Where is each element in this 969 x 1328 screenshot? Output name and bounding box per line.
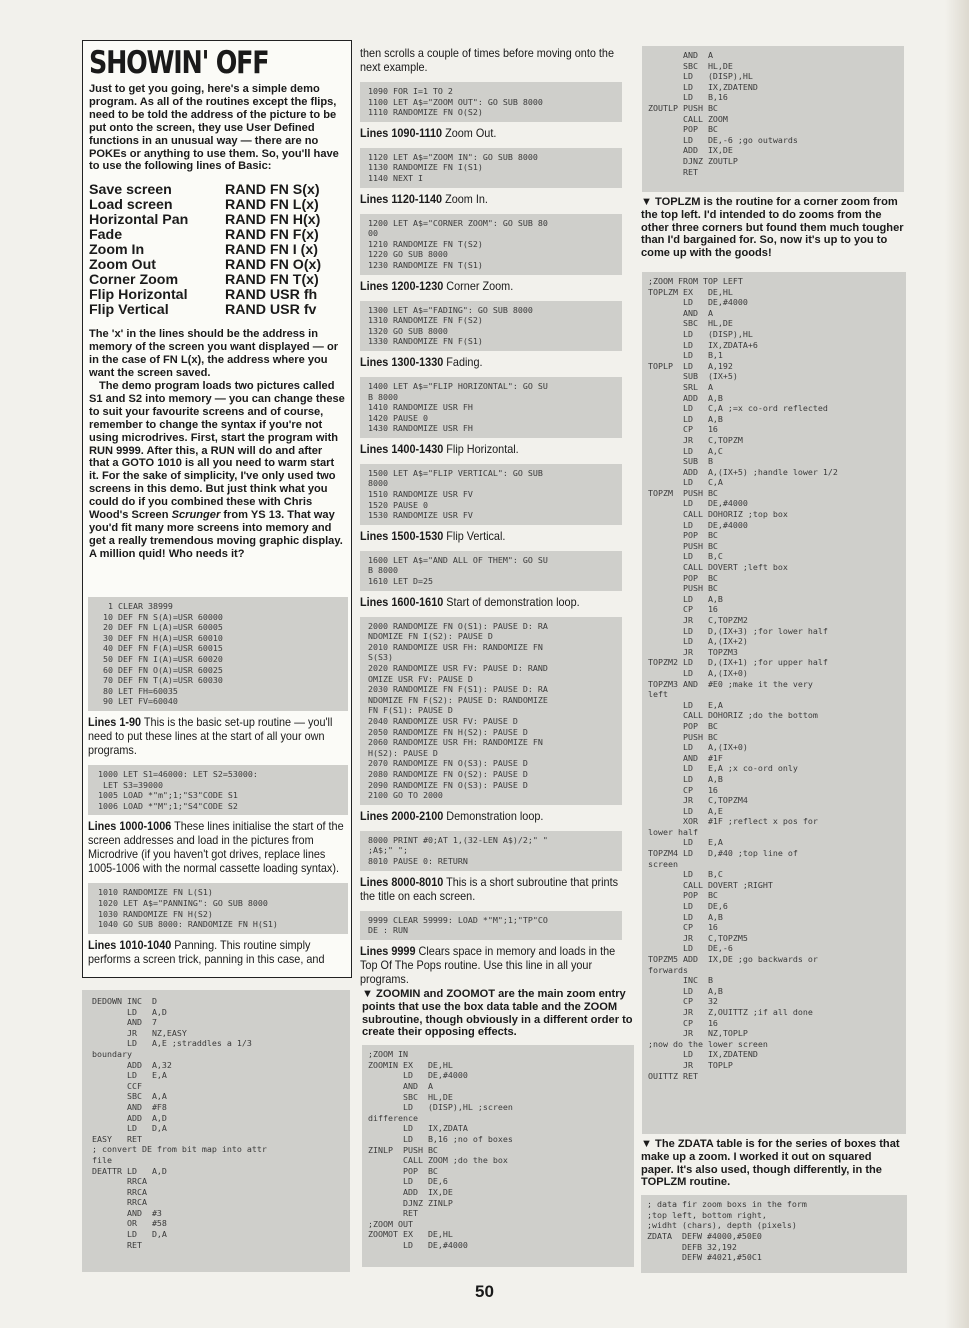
code-listing: 9999 CLEAR 59999: LOAD *"M";1;"TP"CO DE : RUN	[360, 911, 622, 940]
caption-label: Lines 1000-1006	[88, 819, 172, 834]
body-paragraph-1: The 'x' in the lines should be the address in memory of the screen you want displayed — or in the case of FN L(x), the address where you want the screen saved.	[89, 328, 339, 380]
command-row	[89, 288, 321, 303]
zdata-section	[641, 1138, 907, 1273]
listing-caption	[360, 355, 620, 369]
command-row	[89, 303, 321, 318]
command-call: RAND FN O(x)	[225, 257, 322, 274]
command-name: Load screen	[89, 197, 173, 214]
caption-text: Clears space in memory and loads in the Top Of The Pops routine. Use this line in all your programs.	[360, 943, 616, 986]
body-paragraph-2	[89, 380, 345, 561]
listing-caption	[360, 875, 620, 903]
command-row	[89, 198, 321, 213]
listing-caption	[360, 944, 620, 986]
command-call: RAND FN T(x)	[225, 272, 319, 289]
listing-caption	[88, 938, 346, 966]
caption-text: Demonstration loop.	[443, 808, 544, 823]
caption-label: Lines 1010-1040	[88, 937, 172, 952]
listing-caption	[360, 809, 620, 823]
caption-text: Zoom In.	[442, 191, 488, 206]
code-listing: 8000 PRINT #0;AT 1,(32-LEN A$)/2;" " ;A$;" "; 8010 PAUSE 0: RETURN	[360, 831, 622, 871]
command-row	[89, 228, 321, 243]
continued-text: then scrolls a couple of times before moving onto the next example.	[360, 46, 614, 74]
page-edge-shadow	[945, 0, 969, 1328]
asm-listing-toplzm: ;ZOOM FROM TOP LEFT TOPLZM EX DE,HL LD DE,#4000 AND A SBC HL,DE LD (DISP),HL LD IX,ZDATA+6 LD B,1 TOPLP LD A,192 SUB (IX+5) SRL A ADD A,B LD C,A ;=x co-ord reflected LD A,B CP 16 JR C,TOPZM LD A,C SUB B ADD A,(IX+5) ;handle lower 1/2 LD C,A TOPZM PUSH BC LD DE,#4000 CALL DOHORIZ ;top box LD DE,#4000 POP BC PUSH BC LD B,C CALL DOVERT ;left box POP BC PUSH BC LD A,B CP 16 JR C,TOPZM2 LD D,(IX+3) ;for lower half LD A,(IX+2) JR TOPZM3 TOPZM2 LD D,(IX+1) ;for upper half LD A,(IX+0) TOPZM3 AND #E0 ;make it the very left LD E,A CALL DOHORIZ ;do the bottom POP BC PUSH BC LD A,(IX+0) AND #1F LD E,A ;x co-ord only LD A,B CP 16 JR C,TOPZM4 LD A,E XOR #1F ;reflect x pos for lower half LD E,A TOPZM4 LD D,#40 ;top line of screen LD B,C CALL DOVERT ;RIGHT POP BC LD DE,6 LD A,B CP 16 JR C,TOPZM5 LD DE,-6 TOPZM5 ADD IX,DE ;go backwards or forwards INC B LD A,B CP 32 JR Z,OUITTZ ;if all done CP 16 JR NZ,TOPLP ;now do the lower screen LD IX,ZDATEND JR TOPLP OUITTZ RET	[642, 272, 906, 1134]
caption-text: Flip Vertical.	[443, 528, 506, 543]
command-call: RAND FN H(x)	[225, 212, 321, 229]
listing-caption	[88, 819, 346, 875]
headline: SHOWIN' OFF	[89, 45, 269, 81]
command-name: Flip Vertical	[89, 302, 169, 319]
listing-caption	[360, 595, 620, 609]
command-name: Zoom In	[89, 242, 145, 259]
code-listing: 1500 LET A$="FLIP VERTICAL": GO SUB 8000 1510 RANDOMIZE USR FV 1520 PAUSE 0 1530 RANDOMIZE USR FV	[360, 464, 622, 525]
body-text: The demo program loads two pictures called S1 and S2 into memory — you can change these to suit your favourite screens and of course, remember to change the syntax if you're not using microdrives. First, start the program with RUN 9999. After this, a RUN will do and after that a GOTO 1010 is all you need to warm start it. For the sake of simplicity, I've only used two screens in this demo. But just think what you could do if you combined these with Chris Wood's Screen	[89, 379, 345, 522]
command-call: RAND FN L(x)	[225, 197, 319, 214]
caption-label: Lines 1600-1610	[360, 594, 444, 609]
left-listing-column	[88, 597, 348, 974]
page-number: 50	[475, 1282, 494, 1301]
code-listing: 1600 LET A$="AND ALL OF THEM": GO SU B 8000 1610 LET D=25	[360, 551, 622, 591]
middle-column	[360, 46, 622, 994]
caption-text: Corner Zoom.	[443, 278, 514, 293]
listing-caption	[88, 715, 346, 757]
command-name: Fade	[89, 227, 123, 244]
asm-listing-zoomout: AND A SBC HL,DE LD (DISP),HL LD IX,ZDATEND LD B,16 ZOUTLP PUSH BC CALL ZOOM POP BC LD DE,-6 ;go outwards ADD IX,DE DJNZ ZOUTLP RET	[642, 46, 904, 192]
caption-label: Lines 2000-2100	[360, 808, 444, 823]
command-row	[89, 213, 321, 228]
zoom-caption: ▼ ZOOMIN and ZOOMOT are the main zoom entry points that use the box data table and the ZOOM subroutine, though obviously in a different order to create their opposing effects.	[362, 988, 633, 1039]
caption-text: Panning. This routine simply performs a screen trick, panning in this case, and	[88, 937, 325, 966]
caption-label: Lines 1300-1330	[360, 354, 444, 369]
caption-label: Lines 1400-1430	[360, 441, 444, 456]
caption-label: Lines 8000-8010	[360, 874, 444, 889]
caption-label: Lines 1200-1230	[360, 278, 444, 293]
caption-text: These lines initialise the start of the screen addresses and load in the pictures from Microdrive (if you haven't got drives, replace lines 1005-1006 with the normal cassette loading syntax).	[88, 819, 344, 876]
caption-label: Lines 9999	[360, 943, 416, 958]
caption-text: Start of demonstration loop.	[443, 594, 580, 609]
code-listing: 2000 RANDOMIZE FN O(S1): PAUSE D: RA NDOMIZE FN I(S2): PAUSE D 2010 RANDOMIZE USR FH: RANDOMIZE FN S(S3) 2020 RANDOMIZE USR FV: PAUSE D: RAND OMIZE USR FV: PAUSE D 2030 RANDOMIZE FN F(S1): PAUSE D: RA NDOMIZE FN F(S2): PAUSE D: RANDOMIZE FN F(S1): PAUSE D 2040 RANDOMIZE USR FV: PAUSE D 2050 RANDOMIZE FN H(S2): PAUSE D 2060 RANDOMIZE USR FH: RANDOMIZE FN H(S2): PAUSE D 2070 RANDOMIZE FN O(S3): PAUSE D 2080 RANDOMIZE FN O(S2): PAUSE D 2090 RANDOMIZE FN O(S3): PAUSE D 2100 GO TO 2000	[360, 617, 622, 805]
body-text: from YS 13. That way you'd fit many more screens into memory and get a really tremendous moving graphic display. A million quid! Who needs it?	[89, 509, 343, 560]
command-table	[89, 183, 321, 318]
command-call: RAND FN F(x)	[225, 227, 319, 244]
code-listing: 1 CLEAR 38999 10 DEF FN S(A)=USR 60000 20 DEF FN L(A)=USR 60005 30 DEF FN H(A)=USR 60010 40 DEF FN F(A)=USR 60015 50 DEF FN I(A)=USR 60020 60 DEF FN O(A)=USR 60025 70 DEF FN T(A)=USR 60030 80 LET FH=60035 90 LET FV=60040	[88, 597, 348, 711]
caption-text: This is the basic set-up routine — you'll need to put these lines at the start of all your own programs.	[88, 714, 333, 757]
listing-caption	[360, 529, 620, 543]
command-call: RAND USR fh	[225, 287, 318, 304]
caption-text: This is a short subroutine that prints the title on each screen.	[360, 874, 619, 903]
toplzm-caption: ▼ TOPLZM is the routine for a corner zoom from the top left. I'd intended to do zooms from the other three corners but found them much tougher than I'd bargained for. So, now it's up to you to come up with the goods!	[641, 196, 904, 260]
asm-listing-zoom: ;ZOOM IN ZOOMIN EX DE,HL LD DE,#4000 AND A SBC HL,DE LD (DISP),HL ;screen difference LD IX,ZDATA LD B,16 ;no of boxes ZINLP PUSH BC CALL ZOOM ;do the box POP BC LD DE,6 ADD IX,DE DJNZ ZINLP RET ;ZOOM OUT ZOOMOT EX DE,HL LD DE,#4000	[362, 1045, 634, 1267]
code-listing: 1000 LET S1=46000: LET S2=53000: LET S3=39000 1005 LOAD *"m";1;"S3"CODE S1 1006 LOAD *"M";1;"S4"CODE S2	[88, 765, 348, 815]
caption-text: Zoom Out.	[442, 125, 497, 140]
zoom-section	[362, 988, 634, 1267]
command-name: Zoom Out	[89, 257, 156, 274]
command-row	[89, 183, 321, 198]
intro-text: Just to get you going, here's a simple demo program. As all of the routines except the flips, need to be told the address of the picture to be put onto the screen, they use User Defined functions in an unusual way — there are no POKEs or anything to use them. So, you'll have to use the following lines of Basic:	[89, 83, 339, 173]
caption-label: Lines 1120-1140	[360, 191, 443, 206]
command-name: Horizontal Pan	[89, 212, 189, 229]
code-listing: 1090 FOR I=1 TO 2 1100 LET A$="ZOOM OUT": GO SUB 8000 1110 RANDOMIZE FN O(S2)	[360, 82, 622, 122]
command-row	[89, 258, 321, 273]
command-row	[89, 243, 321, 258]
code-listing: 1200 LET A$="CORNER ZOOM": GO SUB 80 00 1210 RANDOMIZE FN T(S2) 1220 GO SUB 8000 1230 RANDOMIZE FN T(S1)	[360, 214, 622, 275]
command-call: RAND USR fv	[225, 302, 317, 319]
asm-listing-zdata: ; data fir zoom boxs in the form ;top left, bottom right, ;widht (chars), depth (pixels) ZDATA DEFW #4000,#50E0 DEFB 32,192 DEFW #4021,#50C1	[641, 1195, 907, 1273]
listing-caption	[360, 442, 620, 456]
asm-listing-dedown: DEDOWN INC D LD A,D AND 7 JR NZ,EASY LD A,E ;straddles a 1/3 boundary ADD A,32 LD E,A CCF SBC A,A AND #F8 ADD A,D LD D,A EASY RET ; convert DE from bit map into attr file DEATTR LD A,D RRCA RRCA RRCA AND #3 OR #58 LD D,A RET	[82, 990, 350, 1272]
command-name: Flip Horizontal	[89, 287, 188, 304]
caption-label: Lines 1500-1530	[360, 528, 444, 543]
command-call: RAND FN I (x)	[225, 242, 319, 259]
caption-text: Fading.	[443, 354, 483, 369]
code-listing: 1300 LET A$="FADING": GO SUB 8000 1310 RANDOMIZE FN F(S2) 1320 GO SUB 8000 1330 RANDOMIZE FN F(S1)	[360, 301, 622, 351]
listing-caption	[360, 192, 620, 206]
toplzm-section	[641, 196, 907, 260]
caption-text: Flip Horizontal.	[443, 441, 519, 456]
caption-label: Lines 1090-1110	[360, 125, 443, 140]
command-row	[89, 273, 321, 288]
listing-caption	[360, 126, 620, 140]
code-listing: 1400 LET A$="FLIP HORIZONTAL": GO SU B 8000 1410 RANDOMIZE USR FH 1420 PAUSE 0 1430 RANDOMIZE USR FH	[360, 377, 622, 438]
caption-label: Lines 1-90	[88, 714, 142, 729]
zdata-caption: ▼ The ZDATA table is for the series of boxes that make up a zoom. I worked it out on squared paper. It's also used, though differently, in the TOPLZM routine.	[641, 1138, 900, 1189]
command-name: Save screen	[89, 182, 172, 199]
code-listing: 1120 LET A$="ZOOM IN": GO SUB 8000 1130 RANDOMIZE FN I(S1) 1140 NEXT I	[360, 148, 622, 188]
listing-caption	[360, 279, 620, 293]
command-name: Corner Zoom	[89, 272, 179, 289]
command-call: RAND FN S(x)	[225, 182, 320, 199]
body-emphasis: Scrunger	[171, 509, 221, 522]
code-listing: 1010 RANDOMIZE FN L(S1) 1020 LET A$="PANNING": GO SUB 8000 1030 RANDOMIZE FN H(S2) 1040 GO SUB 8000: RANDOMIZE FN H(S1)	[88, 883, 348, 933]
